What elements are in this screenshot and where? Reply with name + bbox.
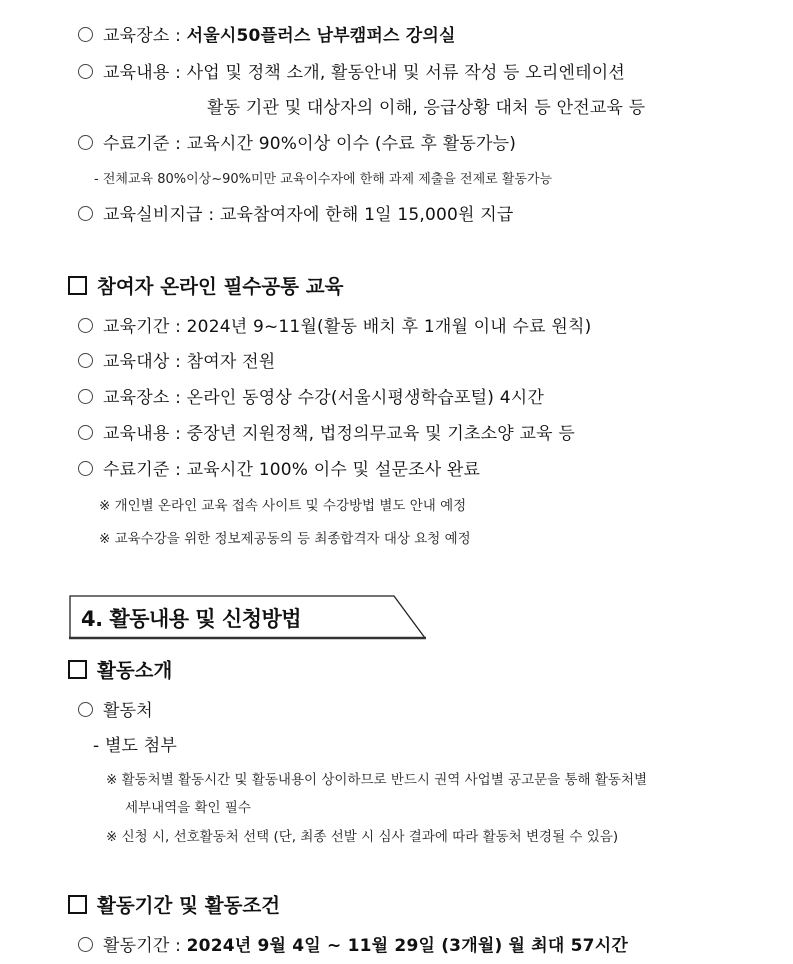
completion-row: 수료기준 : 교육시간 90%이상 이수 (수료 후 활동가능) bbox=[78, 129, 516, 154]
circle-bullet-icon bbox=[78, 27, 93, 42]
label: 교육실비지급 bbox=[103, 205, 203, 225]
online-note-1: ※ 개인별 온라인 교육 접속 사이트 및 수강방법 별도 안내 예정 bbox=[99, 498, 467, 514]
online-completion-row: 수료기준 : 교육시간 100% 이수 및 설문조사 완료 bbox=[78, 455, 480, 480]
online-edu-heading: 참여자 온라인 필수공통 교육 bbox=[68, 271, 343, 299]
online-note-2: ※ 교육수강을 위한 정보제공동의 등 최종합격자 대상 요청 예정 bbox=[99, 531, 471, 547]
circle-bullet-icon bbox=[78, 318, 93, 333]
online-place-row: 교육장소 : 온라인 동영상 수강(서울시평생학습포털) 4시간 bbox=[78, 383, 544, 408]
online-period-row: 교육기간 : 2024년 9~11월(활동 배치 후 1개월 이내 수료 원칙) bbox=[78, 312, 591, 337]
label: 교육내용 bbox=[103, 63, 170, 83]
circle-bullet-icon bbox=[78, 937, 93, 952]
value: 서울시50플러스 남부캠퍼스 강의실 bbox=[186, 26, 456, 46]
value: 교육참여자에 한해 1일 15,000원 지급 bbox=[219, 205, 514, 225]
online-target-row: 교육대상 : 참여자 전원 bbox=[78, 347, 275, 372]
activity-period-row: 활동기간 : 2024년 9월 4일 ~ 11월 29일 (3개월) 월 최대 57시간 bbox=[78, 931, 628, 956]
edu-content-row: 교육내용 : 사업 및 정책 소개, 활동안내 및 서류 작성 등 오리엔테이션 bbox=[78, 58, 625, 83]
activity-note-2: ※ 신청 시, 선호활동처 선택 (단, 최종 선발 시 심사 결과에 따라 활동처 변경될 수 있음) bbox=[106, 829, 619, 845]
activity-note-1: ※ 활동처별 활동시간 및 활동내용이 상이하므로 반드시 권역 사업별 공고문을 통해 활동처별 bbox=[106, 772, 648, 788]
allowance-row: 교육실비지급 : 교육참여자에 한해 1일 15,000원 지급 bbox=[78, 200, 513, 225]
value: 사업 및 정책 소개, 활동안내 및 서류 작성 등 오리엔테이션 bbox=[186, 63, 625, 83]
label: 교육장소 bbox=[103, 26, 170, 46]
section-4-banner bbox=[69, 595, 429, 640]
activity-place-sub: - 별도 첨부 bbox=[93, 736, 178, 756]
value: 교육시간 90%이상 이수 (수료 후 활동가능) bbox=[186, 134, 517, 154]
circle-bullet-icon bbox=[78, 135, 93, 150]
online-content-row: 교육내용 : 중장년 지원정책, 법정의무교육 및 기초소양 교육 등 bbox=[78, 419, 575, 444]
circle-bullet-icon bbox=[78, 206, 93, 221]
circle-bullet-icon bbox=[78, 702, 93, 717]
edu-place-row: 교육장소 : 서울시50플러스 남부캠퍼스 강의실 bbox=[78, 21, 456, 46]
edu-content-row-cont: 활동 기관 및 대상자의 이해, 응급상황 대처 등 안전교육 등 bbox=[207, 98, 646, 118]
square-bullet-icon bbox=[68, 660, 87, 679]
period-heading: 활동기간 및 활동조건 bbox=[68, 890, 280, 918]
square-bullet-icon bbox=[68, 276, 87, 295]
banner-title: 4. 활동내용 및 신청방법 bbox=[81, 607, 302, 631]
activity-place-row: 활동처 bbox=[78, 696, 153, 721]
circle-bullet-icon bbox=[78, 64, 93, 79]
square-bullet-icon bbox=[68, 895, 87, 914]
circle-bullet-icon bbox=[78, 353, 93, 368]
circle-bullet-icon bbox=[78, 461, 93, 476]
activity-note-1-cont: 세부내역을 확인 필수 bbox=[125, 800, 251, 816]
circle-bullet-icon bbox=[78, 389, 93, 404]
circle-bullet-icon bbox=[78, 425, 93, 440]
label: 수료기준 bbox=[103, 134, 170, 154]
activity-intro-heading: 활동소개 bbox=[68, 655, 172, 683]
completion-sub-note: - 전체교육 80%이상~90%미만 교육이수자에 한해 과제 제출을 전제로 활동가능 bbox=[94, 172, 553, 187]
